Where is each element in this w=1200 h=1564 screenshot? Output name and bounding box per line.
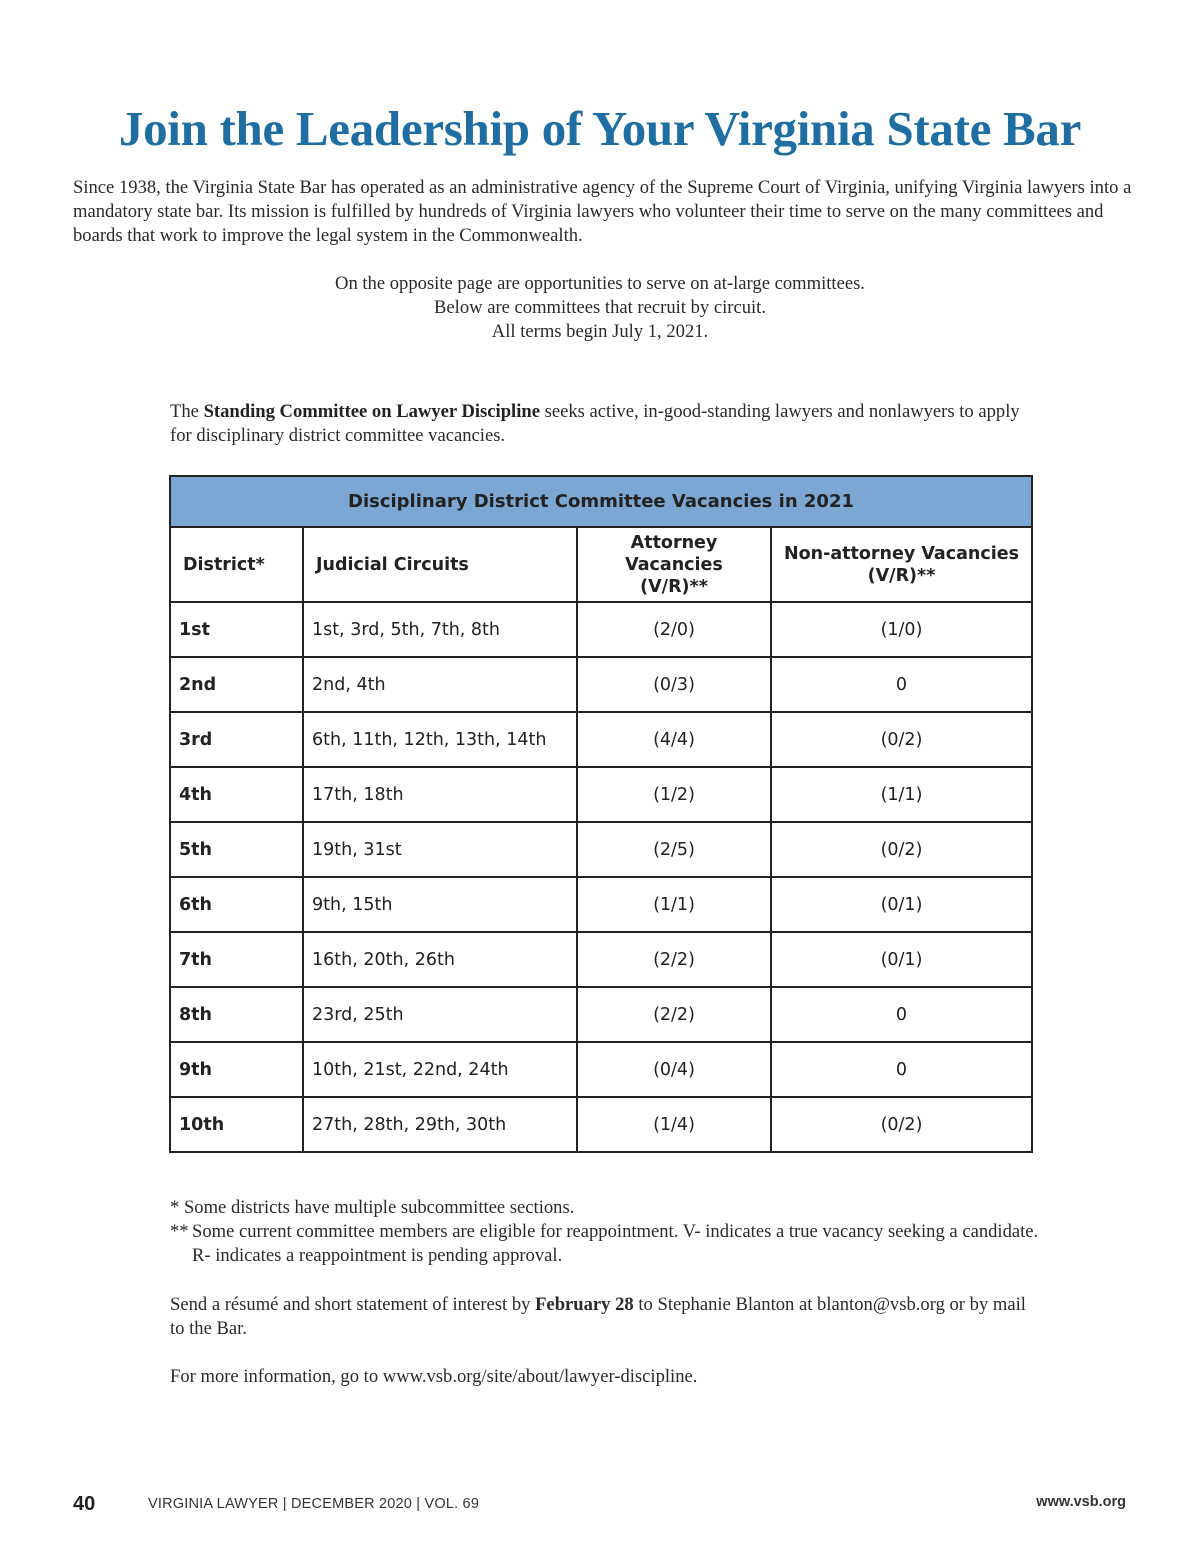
cell-district: 7th <box>170 932 303 987</box>
cell-circuits: 19th, 31st <box>303 822 577 877</box>
header-attorney-line2: (V/R)** <box>640 576 708 597</box>
cell-circuits: 6th, 11th, 12th, 13th, 14th <box>303 712 577 767</box>
lead-suffix: seeks active, in-good-standing lawyers and nonlawyers to apply for disciplinary district committee vacancies. <box>170 401 1020 446</box>
cell-attorney: (2/2) <box>577 932 771 987</box>
cell-district: 4th <box>170 767 303 822</box>
cell-circuits: 10th, 21st, 22nd, 24th <box>303 1042 577 1097</box>
cell-circuits: 16th, 20th, 26th <box>303 932 577 987</box>
center-note-line: All terms begin July 1, 2021. <box>491 321 709 342</box>
cell-nonattorney: 0 <box>771 987 1032 1042</box>
table-row <box>170 657 1032 712</box>
deadline: February 28 <box>535 1294 634 1315</box>
header-circuits: Judicial Circuits <box>303 527 577 602</box>
header-nonattorney-line2: (V/R)** <box>867 565 936 586</box>
header-district: District* <box>170 527 303 602</box>
cell-district: 9th <box>170 1042 303 1097</box>
cell-district: 8th <box>170 987 303 1042</box>
cell-attorney: (2/5) <box>577 822 771 877</box>
page-number: 40 <box>73 1493 96 1515</box>
center-note-line: On the opposite page are opportunities to serve on at-large committees. <box>335 273 865 294</box>
more-info: For more information, go to www.vsb.org/site/about/lawyer-discipline. <box>170 1366 698 1387</box>
cell-circuits: 23rd, 25th <box>303 987 577 1042</box>
cell-attorney: (0/3) <box>577 657 771 712</box>
cell-district: 10th <box>170 1097 303 1152</box>
cell-nonattorney: (0/1) <box>771 877 1032 932</box>
cell-attorney: (1/2) <box>577 767 771 822</box>
cell-nonattorney: 0 <box>771 1042 1032 1097</box>
footnote-1: * Some districts have multiple subcommittee sections. <box>170 1197 575 1218</box>
cell-district: 2nd <box>170 657 303 712</box>
cell-attorney: (1/4) <box>577 1097 771 1152</box>
cell-district: 3rd <box>170 712 303 767</box>
header-attorney-line1: Attorney Vacancies <box>625 532 723 575</box>
cell-circuits: 1st, 3rd, 5th, 7th, 8th <box>303 602 577 657</box>
center-notes <box>0 272 1200 344</box>
send-instructions <box>170 1293 1040 1341</box>
publication-info: VIRGINIA LAWYER | DECEMBER 2020 | VOL. 69 <box>148 1496 480 1512</box>
footnote-2-mark: ** <box>170 1221 189 1242</box>
header-nonattorney <box>771 527 1032 602</box>
table-caption-row <box>170 476 1032 527</box>
cell-nonattorney: (0/2) <box>771 1097 1032 1152</box>
cell-nonattorney: 0 <box>771 657 1032 712</box>
table-row <box>170 767 1032 822</box>
footnote-2 <box>170 1220 1040 1268</box>
intro-paragraph: Since 1938, the Virginia State Bar has operated as an administrative agency of the Supreme Court of Virginia, unifying Virginia lawyers into a mandatory state bar. Its mission is fulfilled by hundreds of Virginia lawyers who volunteer their time to serve on the many committees and boards that work to improve the legal system in the Commonwealth. <box>73 177 1132 246</box>
cell-nonattorney: (0/1) <box>771 932 1032 987</box>
table-row <box>170 602 1032 657</box>
cell-nonattorney: (1/0) <box>771 602 1032 657</box>
cell-attorney: (2/0) <box>577 602 771 657</box>
send-prefix: Send a résumé and short statement of interest by <box>170 1294 536 1315</box>
cell-circuits: 2nd, 4th <box>303 657 577 712</box>
cell-district: 5th <box>170 822 303 877</box>
cell-nonattorney: (0/2) <box>771 822 1032 877</box>
cell-attorney: (2/2) <box>577 987 771 1042</box>
cell-nonattorney: (1/1) <box>771 767 1032 822</box>
header-attorney <box>577 527 771 602</box>
lead-prefix: The <box>170 401 204 422</box>
committee-name: Standing Committee on Lawyer Discipline <box>203 401 540 422</box>
website: www.vsb.org <box>1036 1494 1126 1510</box>
cell-nonattorney: (0/2) <box>771 712 1032 767</box>
header-nonattorney-line1: Non-attorney Vacancies <box>783 543 1020 564</box>
cell-circuits: 17th, 18th <box>303 767 577 822</box>
table-row <box>170 1042 1032 1097</box>
footnote-2-text: Some current committee members are eligible for reappointment. V- indicates a true vacancy seeking a candidate. R- indicates a reappointment is pending approval. <box>192 1221 1039 1266</box>
cell-district: 6th <box>170 877 303 932</box>
table-caption: Disciplinary District Committee Vacancies in 2021 <box>170 476 1032 527</box>
page-title: Join the Leadership of Your Virginia State Bar <box>118 101 1082 156</box>
page-footer <box>0 1490 1200 1520</box>
footnotes <box>170 1196 1040 1268</box>
send-suffix: to Stephanie Blanton at blanton@vsb.org or by mail to the Bar. <box>170 1294 1026 1339</box>
table-row <box>170 932 1032 987</box>
cell-circuits: 9th, 15th <box>303 877 577 932</box>
table-header-row <box>170 527 1032 602</box>
cell-attorney: (1/1) <box>577 877 771 932</box>
table-row <box>170 822 1032 877</box>
vacancies-table <box>169 475 1033 1153</box>
table-row <box>170 877 1032 932</box>
cell-attorney: (0/4) <box>577 1042 771 1097</box>
cell-district: 1st <box>170 602 303 657</box>
lead-paragraph <box>170 400 1040 448</box>
cell-circuits: 27th, 28th, 29th, 30th <box>303 1097 577 1152</box>
center-note-line: Below are committees that recruit by circuit. <box>434 297 766 318</box>
table-row <box>170 1097 1032 1152</box>
table-row <box>170 712 1032 767</box>
cell-attorney: (4/4) <box>577 712 771 767</box>
table-row <box>170 987 1032 1042</box>
